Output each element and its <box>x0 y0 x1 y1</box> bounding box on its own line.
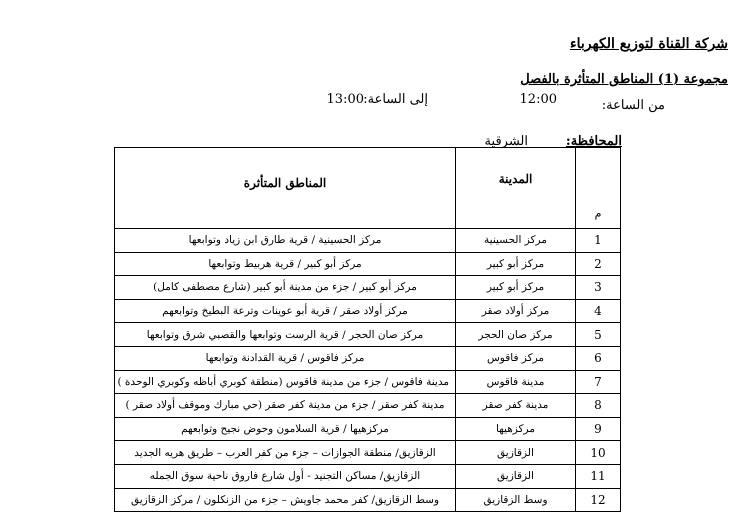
affected-areas-table <box>114 147 621 512</box>
row-area: مدينة فاقوس / جزء من مدينة فاقوس (منطقة كوبري أباظه وكوبري الوحدة ) <box>115 370 456 394</box>
row-area: مركزهيها / قرية السلامون وحوض نجيح وتوابعهم <box>115 417 456 441</box>
table-row <box>115 276 621 300</box>
table-row <box>115 299 621 323</box>
table-row <box>115 323 621 347</box>
table-row <box>115 229 621 253</box>
row-city: مركز أبو كبير <box>456 252 576 276</box>
row-city: مركز صان الحجر <box>456 323 576 347</box>
row-city: وسط الزقازيق <box>456 488 576 512</box>
governorate-label: المحافظة: <box>565 134 622 149</box>
table-row <box>115 488 621 512</box>
row-number: 2 <box>576 252 621 276</box>
row-area: الزقازيق/ منطقة الجوازات – جزء من كفر العرب – طريق هريه الجديد <box>115 441 456 465</box>
from-time-label: من الساعة: <box>601 98 665 113</box>
row-number: 9 <box>576 417 621 441</box>
row-area: مركز الحسينية / قرية طارق ابن زياد وتوابعها <box>115 229 456 253</box>
row-city: الزقازيق <box>456 464 576 488</box>
table-row <box>115 370 621 394</box>
table-row <box>115 441 621 465</box>
row-city: مدينة كفر صقر <box>456 394 576 418</box>
row-area: مدينة كفر صقر / جزء من مدينة كفر صقر (حي مبارك وموقف أولاد صقر ) <box>115 394 456 418</box>
row-area: مركز أبو كبير / قرية هربيط وتوابعها <box>115 252 456 276</box>
row-area: مركز صان الحجر / قرية الرست وتوابعها والقصبي شرق وتوابعها <box>115 323 456 347</box>
header-areas: المناطق المتأثرة <box>115 148 456 229</box>
row-city: مركزهيها <box>456 417 576 441</box>
row-number: 11 <box>576 464 621 488</box>
row-city: مركز أولاد صقر <box>456 299 576 323</box>
row-area: مركز أبو كبير / جزء من مدينة أبو كبير (شارع مصطفى كامل) <box>115 276 456 300</box>
header-number: م <box>576 148 621 229</box>
to-time-label: إلى الساعة: <box>363 92 428 107</box>
row-number: 7 <box>576 370 621 394</box>
row-city: مركز الحسينية <box>456 229 576 253</box>
row-city: مركز أبو كبير <box>456 276 576 300</box>
table-row <box>115 464 621 488</box>
row-city: الزقازيق <box>456 441 576 465</box>
table-header-row <box>115 148 621 229</box>
to-time-value: 13:00 <box>326 92 364 107</box>
row-city: مركز فاقوس <box>456 346 576 370</box>
row-number: 6 <box>576 346 621 370</box>
row-number: 1 <box>576 229 621 253</box>
table-row <box>115 417 621 441</box>
table-row <box>115 394 621 418</box>
row-area: مركز فاقوس / قرية القدادنة وتوابعها <box>115 346 456 370</box>
row-number: 5 <box>576 323 621 347</box>
group-title: مجموعة (1) المناطق المتأثرة بالفصل <box>520 72 728 87</box>
header-city: المدينة <box>456 148 576 229</box>
row-area: مركز أولاد صقر / قرية أبو عوينات وترعة البطيخ وتوابعهم <box>115 299 456 323</box>
row-area: الزقازيق/ مساكن التجنيد - أول شارع فاروق ناحية سوق الجمله <box>115 464 456 488</box>
table-row <box>115 346 621 370</box>
row-city: مدينة فاقوس <box>456 370 576 394</box>
row-number: 4 <box>576 299 621 323</box>
row-number: 12 <box>576 488 621 512</box>
row-number: 3 <box>576 276 621 300</box>
row-number: 8 <box>576 394 621 418</box>
row-area: وسط الزقازيق/ كفر محمد جاويش – جزء من الزنكلون / مركز الزقازيق <box>115 488 456 512</box>
company-name: شركة القناة لتوزيع الكهرباء <box>570 36 728 52</box>
table-row <box>115 252 621 276</box>
from-time-value: 12:00 <box>519 92 557 107</box>
row-number: 10 <box>576 441 621 465</box>
governorate-value: الشرقية <box>484 134 528 149</box>
